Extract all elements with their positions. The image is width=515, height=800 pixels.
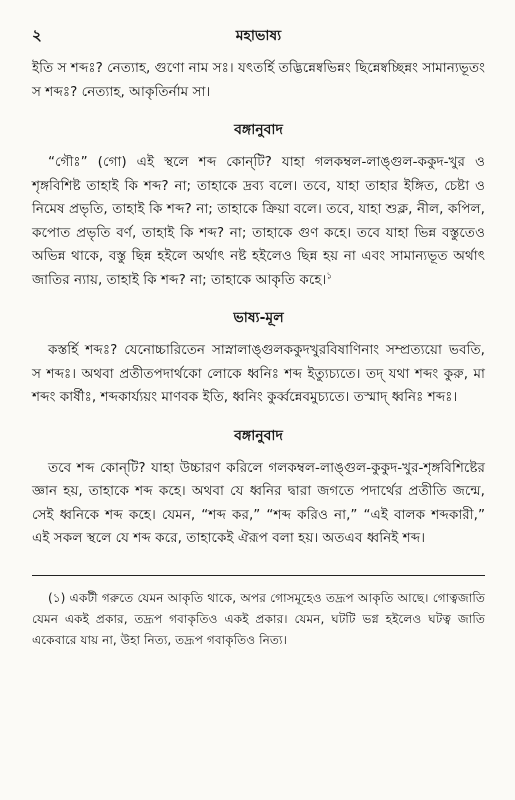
translation-text: “গৌঃ” (গো) এই স্থলে শব্দ কোন্‌টি? যাহা গলকম্বল-লাঙ্গুল-ককুদ-খুর ও শৃঙ্গবিশিষ্ট তাহাই কি শব্দ? না; তাহাকে দ্রব্য বলে। তবে, যাহা তাহার ইঙ্গিত, চেষ্টা ও নিমেষ প্রভৃতি, তাহাই কি শব্দ? না; তাহাকে ক্রিয়া বলে। তবে, যাহা শুক্ল, নীল, কপিল, কপোত প্রভৃতি বর্ণ, তাহাই কি শব্দ? না; তাহাকে গুণ কহে। তবে যাহা ভিন্ন বস্তুতেও অভিন্ন থাকে, বস্তু ছিন্ন হইলে অর্থাৎ নষ্ট হইলেও ছিন্ন হয় না এবং সামান্যভূত অর্থাৎ জাতির ন্যায়, তাহাই কি শব্দ? না; তাহাকে আকৃতি কহে।: [32, 154, 485, 288]
translation-paragraph: [32, 151, 485, 292]
section-bangla-translation-2: [32, 424, 485, 551]
intro-block: [32, 57, 485, 104]
footnote-text: (১) একটী গরুতে যেমন আকৃতি থাকে, অপর গোসমূহেও তদ্রূপ আকৃতি আছে। গোত্বজাতি যেমন একই প্রকার, তদ্রূপ গবাকৃতিও একই প্রকার। যেমন, ঘটটি ভগ্ন হইলেও ঘটত্ব জাতি একেবারে যায় না, উহা নিত্য, তদ্রূপ গবাকৃতিও নিত্য।: [32, 590, 485, 647]
bhashya-paragraph: কস্তর্হি শব্দঃ? যেনোচ্চারিতেন সাস্নালাঙ্গুলককুদখুরবিষাণিনাং সম্প্রত্যয়ো ভবতি, স শব্দঃ। অথবা প্রতীতপদার্থকো লোকে ধ্বনিঃ শব্দ ইত্যুচ্যতে। তদ্‌ যথা শব্দং কুরু, মা শব্দং কার্ষীঃ, শব্দকার্য্যয়ং মাণবক ইতি, ধ্বনিং কুর্ব্বন্নেবমুচ্যতে। তস্মাদ্‌ ধ্বনিঃ শব্দঃ।: [32, 342, 485, 405]
footnote-marker: ১: [326, 270, 333, 281]
page-header: [32, 0, 485, 44]
section-bangla-translation-1: [32, 118, 485, 292]
page-number: ২: [32, 26, 42, 44]
section-heading: বঙ্গানুবাদ: [234, 122, 283, 138]
footnote-block: [32, 575, 485, 651]
intro-paragraph: ইতি স শব্দঃ? নেত্যাহ, গুণো নাম সঃ। যৎতর্হি তদ্ভিন্নেষ্বভিন্নং ছিন্নেষ্বচ্ছিন্নং সামান্যভূতং স শব্দঃ? নেত্যাহ, আকৃতির্নাম সা।: [32, 60, 485, 100]
section-heading: ভাষ্য-মূল: [233, 310, 284, 326]
footnote-divider: [32, 575, 485, 576]
section-heading: বঙ্গানুবাদ: [234, 427, 283, 444]
translation-paragraph: তবে শব্দ কোন্‌টি? যাহা উচ্চারণ করিলে গলকম্বল-লাঙ্গুল-কুকুদ-খুর-শৃঙ্গবিশিষ্টের জ্ঞান হয়, তাহাকে শব্দ কহে। অথবা যে ধ্বনির দ্বারা জগতে পদার্থের প্রতীতি জন্মে, সেই ধ্বনিকে শব্দ কহে। যেমন, “শব্দ কর,” “শব্দ করিও না,” “এই বালক শব্দকারী,” এই সকল স্থলে যে শব্দ করে, তাহাকেই ঐরূপ বলা হয়। অতএব ধ্বনিই শব্দ।: [32, 459, 485, 546]
section-bhashya-mul: [32, 306, 485, 410]
running-title: মহাভাষ্য: [235, 28, 282, 44]
